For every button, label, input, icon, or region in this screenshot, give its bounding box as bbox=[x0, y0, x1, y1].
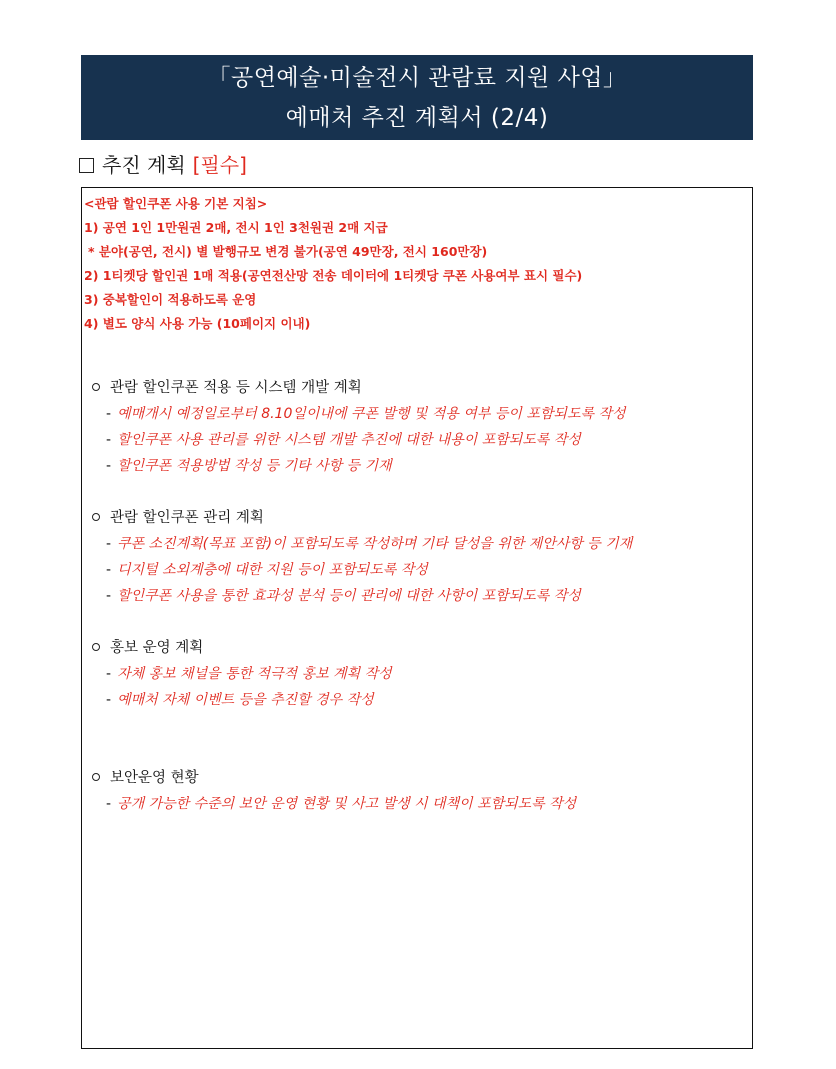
section-coupon-management bbox=[90, 505, 746, 609]
list-item: - 예매처 자체 이벤트 등을 추진할 경우 작성 bbox=[106, 692, 374, 708]
guidelines-block bbox=[84, 192, 748, 336]
list-item: - 쿠폰 소진계획(목표 포함)이 포함되도록 작성하며 기타 달성을 위한 제안사항 등 기재 bbox=[106, 536, 633, 552]
section-title: 관람 할인쿠폰 적용 등 시스템 개발 계획 bbox=[90, 375, 746, 401]
guideline-line: 1) 공연 1인 1만원권 2매, 전시 1인 3천원권 2매 지급 bbox=[84, 220, 388, 235]
guideline-line: 3) 중복할인이 적용하도록 운영 bbox=[84, 292, 257, 307]
list-item: - 할인쿠폰 사용을 통한 효과성 분석 등이 관리에 대한 사항이 포함되도록 작성 bbox=[106, 588, 581, 604]
document-title-banner bbox=[81, 55, 753, 140]
section-system-development bbox=[90, 375, 746, 479]
guideline-line: 4) 별도 양식 사용 가능 (10페이지 이내) bbox=[84, 316, 311, 331]
section-title: 보안운영 현황 bbox=[90, 765, 746, 791]
circle-bullet-icon bbox=[92, 643, 100, 651]
section-title: 홍보 운영 계획 bbox=[90, 635, 746, 661]
list-item: - 예매개시 예정일로부터 8.10일이내에 쿠폰 발행 및 적용 여부 등이 포함되도록 작성 bbox=[106, 406, 626, 422]
circle-bullet-icon bbox=[92, 513, 100, 521]
document-subtitle: 예매처 추진 계획서 (2/4) bbox=[285, 105, 549, 131]
content-box bbox=[81, 187, 753, 1049]
section-security bbox=[90, 765, 746, 817]
list-item: - 할인쿠폰 사용 관리를 위한 시스템 개발 추진에 대한 내용이 포함되도록 작성 bbox=[106, 432, 581, 448]
list-item: - 공개 가능한 수준의 보안 운영 현황 및 사고 발생 시 대책이 포함되도록 작성 bbox=[106, 796, 577, 812]
list-item: - 디지털 소외계층에 대한 지원 등이 포함되도록 작성 bbox=[106, 562, 428, 578]
section-title: 관람 할인쿠폰 관리 계획 bbox=[90, 505, 746, 531]
list-item: - 할인쿠폰 적용방법 작성 등 기타 사항 등 기재 bbox=[106, 458, 392, 474]
document-title: 「공연예술·미술전시 관람료 지원 사업」 bbox=[207, 65, 627, 91]
circle-bullet-icon bbox=[92, 773, 100, 781]
section-promotion bbox=[90, 635, 746, 713]
guideline-line: 2) 1티켓당 할인권 1매 적용(공연전산망 전송 데이터에 1티켓당 쿠폰 사용여부 표시 필수) bbox=[84, 268, 583, 283]
required-tag: [필수] bbox=[192, 153, 247, 177]
section-header bbox=[79, 151, 247, 179]
guidelines-heading: <관람 할인쿠폰 사용 기본 지침> bbox=[84, 196, 268, 211]
checkbox-icon bbox=[79, 158, 94, 173]
circle-bullet-icon bbox=[92, 383, 100, 391]
section-label: 추진 계획 bbox=[102, 153, 186, 177]
list-item: - 자체 홍보 채널을 통한 적극적 홍보 계획 작성 bbox=[106, 666, 392, 682]
guideline-line: * 분야(공연, 전시) 별 발행규모 변경 불가(공연 49만장, 전시 160만장) bbox=[88, 244, 488, 259]
